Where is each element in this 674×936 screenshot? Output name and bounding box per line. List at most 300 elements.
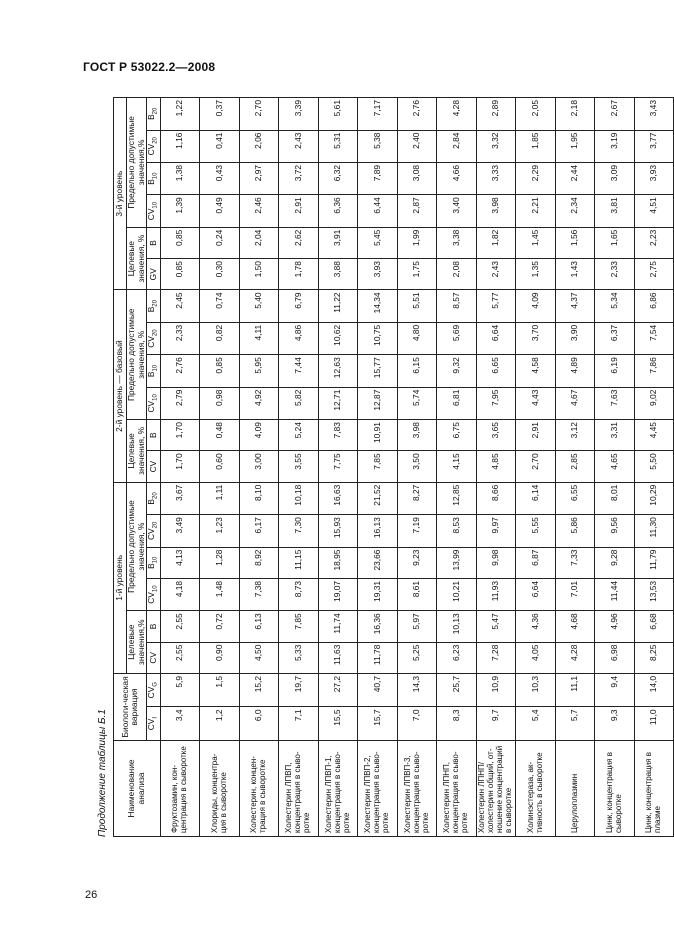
value-cell: 9,3	[595, 707, 635, 740]
value-cell: 6,87	[516, 547, 556, 578]
analysis-name-cell: Холинэстераза, ак-тивность в сыворотке	[516, 740, 556, 836]
value-cell: 4,36	[516, 611, 556, 642]
value-cell: 7,28	[476, 642, 516, 673]
value-cell: 3,81	[595, 195, 635, 227]
analysis-name-cell: Цинк, концентрация в плазме	[634, 740, 674, 836]
value-cell: 1,50	[239, 259, 279, 290]
value-cell: 0,49	[200, 195, 240, 227]
value-cell: 5,47	[476, 611, 516, 642]
value-cell: 18,95	[318, 547, 358, 578]
value-cell: 3,08	[397, 162, 437, 194]
value-cell: 11,1	[555, 673, 595, 706]
value-cell: 3,70	[516, 322, 556, 354]
table-row	[595, 98, 635, 837]
header-gv: GV	[147, 259, 161, 290]
value-cell: 4,05	[516, 642, 556, 673]
value-cell: 14,0	[634, 673, 674, 706]
value-cell: 3,93	[634, 162, 674, 194]
value-cell: 0,82	[200, 322, 240, 354]
value-cell: 7,01	[555, 578, 595, 610]
value-cell: 5,97	[397, 611, 437, 642]
value-cell: 12,71	[318, 387, 358, 419]
value-cell: 2,76	[160, 355, 200, 387]
value-cell: 3,72	[279, 162, 319, 194]
value-cell: 9,32	[437, 355, 477, 387]
value-cell: 3,19	[595, 130, 635, 162]
value-cell: 3,33	[476, 162, 516, 194]
value-cell: 2,04	[239, 227, 279, 258]
value-cell: 8,66	[476, 482, 516, 514]
analysis-name-cell: Холестерин ЛПВП, концентрация в сыво-ротке	[279, 740, 319, 836]
table-row	[279, 98, 319, 837]
value-cell: 2,44	[555, 162, 595, 194]
value-cell: 4,11	[239, 322, 279, 354]
table-row	[200, 98, 240, 837]
value-cell: 5,24	[279, 420, 319, 451]
value-cell: 8,01	[595, 482, 635, 514]
header-b20: $B_{20}$	[147, 98, 161, 131]
value-cell: 4,65	[595, 451, 635, 482]
value-cell: 5,40	[239, 290, 279, 322]
header-cv20: $CV_{20}$	[147, 515, 161, 547]
value-cell: 5,4	[516, 707, 556, 740]
analysis-name-cell: Холестерин ЛПВП-2, концентрация в сыво-ротке	[358, 740, 398, 836]
value-cell: 5,51	[397, 290, 437, 322]
value-cell: 2,23	[634, 227, 674, 258]
value-cell: 4,96	[595, 611, 635, 642]
value-cell: 8,25	[634, 642, 674, 673]
value-cell: 5,45	[358, 227, 398, 258]
value-cell: 6,79	[279, 290, 319, 322]
value-cell: 7,89	[358, 162, 398, 194]
value-cell: 13,99	[437, 547, 477, 578]
value-cell: 8,73	[279, 578, 319, 610]
header-cvg: $CV_G$	[147, 673, 161, 706]
value-cell: 1,95	[555, 130, 595, 162]
header-limits-level-2: Предельно допустимые значения, %	[127, 290, 147, 420]
value-cell: 7,83	[318, 420, 358, 451]
value-cell: 10,62	[318, 322, 358, 354]
value-cell: 3,88	[318, 259, 358, 290]
value-cell: 7,85	[279, 611, 319, 642]
analysis-name-cell: Холестерин ЛПВП-3, концентрация в сыво-ротке	[397, 740, 437, 836]
value-cell: 2,91	[516, 420, 556, 451]
analysis-name-cell: Церулоплазмин	[555, 740, 595, 836]
value-cell: 6,36	[318, 195, 358, 227]
value-cell: 0,48	[200, 420, 240, 451]
value-cell: 12,63	[318, 355, 358, 387]
value-cell: 1,43	[555, 259, 595, 290]
value-cell: 19,7	[279, 673, 319, 706]
value-cell: 2,91	[279, 195, 319, 227]
value-cell: 5,77	[476, 290, 516, 322]
value-cell: 4,37	[555, 290, 595, 322]
table-row	[358, 98, 398, 837]
value-cell: 5,82	[279, 387, 319, 419]
value-cell: 7,54	[634, 322, 674, 354]
value-cell: 2,55	[160, 611, 200, 642]
value-cell: 1,39	[160, 195, 200, 227]
value-cell: 0,85	[160, 259, 200, 290]
data-table	[113, 97, 674, 837]
value-cell: 7,85	[358, 451, 398, 482]
value-cell: 3,93	[358, 259, 398, 290]
value-cell: 3,90	[555, 322, 595, 354]
table-body	[160, 98, 674, 837]
header-cvi: $CV_I$	[147, 707, 161, 740]
value-cell: 2,97	[239, 162, 279, 194]
value-cell: 2,06	[239, 130, 279, 162]
value-cell: 3,4	[160, 707, 200, 740]
value-cell: 6,64	[516, 578, 556, 610]
value-cell: 1,35	[516, 259, 556, 290]
value-cell: 7,30	[279, 515, 319, 547]
value-cell: 10,9	[476, 673, 516, 706]
value-cell: 11,74	[318, 611, 358, 642]
value-cell: 3,55	[279, 451, 319, 482]
value-cell: 4,28	[555, 642, 595, 673]
value-cell: 2,87	[397, 195, 437, 227]
header-cv: CV	[147, 642, 161, 673]
value-cell: 4,15	[437, 451, 477, 482]
value-cell: 1,11	[200, 482, 240, 514]
value-cell: 4,80	[397, 322, 437, 354]
page-number: 26	[85, 889, 98, 901]
value-cell: 3,00	[239, 451, 279, 482]
value-cell: 1,16	[160, 130, 200, 162]
table-row	[160, 98, 200, 837]
value-cell: 1,38	[160, 162, 200, 194]
value-cell: 0,85	[200, 355, 240, 387]
value-cell: 11,63	[318, 642, 358, 673]
value-cell: 2,33	[160, 322, 200, 354]
value-cell: 11,44	[595, 578, 635, 610]
value-cell: 10,75	[358, 322, 398, 354]
value-cell: 1,65	[595, 227, 635, 258]
header-level-2: 2-й уровень — базовый	[114, 290, 127, 482]
value-cell: 7,38	[239, 578, 279, 610]
table-row	[516, 98, 556, 837]
value-cell: 7,1	[279, 707, 319, 740]
value-cell: 4,85	[476, 451, 516, 482]
value-cell: 5,74	[397, 387, 437, 419]
header-cv10: $CV_{10}$	[147, 578, 161, 610]
value-cell: 1,23	[200, 515, 240, 547]
value-cell: 5,69	[437, 322, 477, 354]
value-cell: 6,68	[634, 611, 674, 642]
value-cell: 8,92	[239, 547, 279, 578]
value-cell: 6,98	[595, 642, 635, 673]
value-cell: 2,70	[239, 98, 279, 131]
value-cell: 9,7	[476, 707, 516, 740]
value-cell: 5,33	[279, 642, 319, 673]
value-cell: 4,18	[160, 578, 200, 610]
value-cell: 5,25	[397, 642, 437, 673]
value-cell: 11,78	[358, 642, 398, 673]
header-b10: $B_{10}$	[147, 355, 161, 387]
value-cell: 0,24	[200, 227, 240, 258]
table-row	[476, 98, 516, 837]
value-cell: 2,84	[437, 130, 477, 162]
table-row	[555, 98, 595, 837]
header-analysis-name: Наименование анализа	[114, 740, 161, 836]
value-cell: 6,19	[595, 355, 635, 387]
value-cell: 7,17	[358, 98, 398, 131]
value-cell: 2,46	[239, 195, 279, 227]
value-cell: 15,7	[358, 707, 398, 740]
analysis-name-cell: Холестерин ЛПНП/ холестерин общий, от-ношение концентраций в сыворотке	[476, 740, 516, 836]
value-cell: 6,32	[318, 162, 358, 194]
value-cell: 0,30	[200, 259, 240, 290]
value-cell: 0,72	[200, 611, 240, 642]
value-cell: 1,75	[397, 259, 437, 290]
table-row	[397, 98, 437, 837]
value-cell: 0,98	[200, 387, 240, 419]
value-cell: 2,40	[397, 130, 437, 162]
value-cell: 1,56	[555, 227, 595, 258]
value-cell: 1,85	[516, 130, 556, 162]
value-cell: 2,29	[516, 162, 556, 194]
value-cell: 6,15	[397, 355, 437, 387]
value-cell: 4,51	[634, 195, 674, 227]
header-cv: CV	[147, 451, 161, 482]
value-cell: 5,55	[516, 515, 556, 547]
value-cell: 4,86	[279, 322, 319, 354]
value-cell: 21,52	[358, 482, 398, 514]
value-cell: 4,92	[239, 387, 279, 419]
value-cell: 11,93	[476, 578, 516, 610]
value-cell: 5,7	[555, 707, 595, 740]
header-cv10: $CV_{10}$	[147, 387, 161, 419]
value-cell: 4,58	[516, 355, 556, 387]
value-cell: 6,37	[595, 322, 635, 354]
value-cell: 3,67	[160, 482, 200, 514]
header-b: B	[147, 227, 161, 258]
value-cell: 5,61	[318, 98, 358, 131]
value-cell: 11,30	[634, 515, 674, 547]
header-level-1: 1-й уровень	[114, 482, 127, 673]
header-target-level-3: Целевые значения, %	[127, 227, 147, 290]
value-cell: 7,44	[279, 355, 319, 387]
value-cell: 2,75	[634, 259, 674, 290]
value-cell: 15,5	[318, 707, 358, 740]
value-cell: 9,02	[634, 387, 674, 419]
value-cell: 2,76	[397, 98, 437, 131]
value-cell: 8,53	[437, 515, 477, 547]
value-cell: 3,39	[279, 98, 319, 131]
value-cell: 10,21	[437, 578, 477, 610]
value-cell: 6,13	[239, 611, 279, 642]
value-cell: 14,3	[397, 673, 437, 706]
header-b10: $B_{10}$	[147, 162, 161, 194]
value-cell: 19,07	[318, 578, 358, 610]
value-cell: 5,50	[634, 451, 674, 482]
value-cell: 16,36	[358, 611, 398, 642]
header-target-level-2: Целевые значения, %	[127, 420, 147, 483]
value-cell: 2,34	[555, 195, 595, 227]
value-cell: 4,89	[555, 355, 595, 387]
value-cell: 3,49	[160, 515, 200, 547]
value-cell: 1,22	[160, 98, 200, 131]
value-cell: 12,87	[358, 387, 398, 419]
value-cell: 0,90	[200, 642, 240, 673]
value-cell: 10,3	[516, 673, 556, 706]
value-cell: 2,21	[516, 195, 556, 227]
value-cell: 4,09	[516, 290, 556, 322]
value-cell: 10,91	[358, 420, 398, 451]
value-cell: 5,34	[595, 290, 635, 322]
value-cell: 6,17	[239, 515, 279, 547]
analysis-name-cell: Хлориды, концентра-ция в сыворотке	[200, 740, 240, 836]
value-cell: 7,33	[555, 547, 595, 578]
value-cell: 3,32	[476, 130, 516, 162]
value-cell: 2,67	[595, 98, 635, 131]
value-cell: 1,48	[200, 578, 240, 610]
value-cell: 4,67	[555, 387, 595, 419]
value-cell: 3,31	[595, 420, 635, 451]
value-cell: 2,43	[279, 130, 319, 162]
value-cell: 7,86	[634, 355, 674, 387]
value-cell: 25,7	[437, 673, 477, 706]
value-cell: 7,0	[397, 707, 437, 740]
value-cell: 4,68	[555, 611, 595, 642]
value-cell: 7,95	[476, 387, 516, 419]
value-cell: 14,34	[358, 290, 398, 322]
value-cell: 0,43	[200, 162, 240, 194]
value-cell: 3,91	[318, 227, 358, 258]
analysis-name-cell: Фруктозамин, кон-центрация в сыворотке	[160, 740, 200, 836]
value-cell: 1,45	[516, 227, 556, 258]
header-limits-level-1: Предельно допустимые значения, %	[127, 482, 147, 611]
value-cell: 5,38	[358, 130, 398, 162]
header-b: B	[147, 611, 161, 642]
value-cell: 4,45	[634, 420, 674, 451]
value-cell: 15,93	[318, 515, 358, 547]
value-cell: 9,28	[595, 547, 635, 578]
value-cell: 6,55	[555, 482, 595, 514]
header-level-3: 3-й уровень	[114, 98, 127, 290]
value-cell: 9,56	[595, 515, 635, 547]
value-cell: 8,57	[437, 290, 477, 322]
value-cell: 6,23	[437, 642, 477, 673]
value-cell: 9,97	[476, 515, 516, 547]
value-cell: 4,13	[160, 547, 200, 578]
header-b: B	[147, 420, 161, 451]
value-cell: 3,43	[634, 98, 674, 131]
value-cell: 3,77	[634, 130, 674, 162]
value-cell: 5,31	[318, 130, 358, 162]
value-cell: 0,60	[200, 451, 240, 482]
value-cell: 5,9	[160, 673, 200, 706]
analysis-name-cell: Цинк, концентрация в сыворотке	[595, 740, 635, 836]
header-b10: $B_{10}$	[147, 547, 161, 578]
value-cell: 4,43	[516, 387, 556, 419]
value-cell: 10,13	[437, 611, 477, 642]
value-cell: 4,66	[437, 162, 477, 194]
value-cell: 15,2	[239, 673, 279, 706]
value-cell: 2,18	[555, 98, 595, 131]
value-cell: 6,86	[634, 290, 674, 322]
value-cell: 6,44	[358, 195, 398, 227]
value-cell: 3,38	[437, 227, 477, 258]
value-cell: 0,37	[200, 98, 240, 131]
value-cell: 4,09	[239, 420, 279, 451]
value-cell: 11,15	[279, 547, 319, 578]
value-cell: 5,86	[555, 515, 595, 547]
value-cell: 1,78	[279, 259, 319, 290]
value-cell: 3,40	[437, 195, 477, 227]
value-cell: 6,65	[476, 355, 516, 387]
value-cell: 11,22	[318, 290, 358, 322]
value-cell: 3,09	[595, 162, 635, 194]
table-row	[239, 98, 279, 837]
value-cell: 0,41	[200, 130, 240, 162]
value-cell: 2,45	[160, 290, 200, 322]
header-b20: $B_{20}$	[147, 290, 161, 322]
value-cell: 3,50	[397, 451, 437, 482]
header-cv10: $CV_{10}$	[147, 195, 161, 227]
value-cell: 1,70	[160, 451, 200, 482]
table-caption: Продолжение таблицы Б.1	[97, 709, 108, 837]
value-cell: 13,53	[634, 578, 674, 610]
value-cell: 19,31	[358, 578, 398, 610]
value-cell: 3,98	[476, 195, 516, 227]
value-cell: 8,61	[397, 578, 437, 610]
value-cell: 2,08	[437, 259, 477, 290]
analysis-name-cell: Холестерин ЛПВП-1, концентрация в сыво-ротке	[318, 740, 358, 836]
table-row	[437, 98, 477, 837]
value-cell: 16,63	[318, 482, 358, 514]
value-cell: 11,0	[634, 707, 674, 740]
value-cell: 1,70	[160, 420, 200, 451]
value-cell: 1,5	[200, 673, 240, 706]
value-cell: 1,28	[200, 547, 240, 578]
value-cell: 8,10	[239, 482, 279, 514]
value-cell: 10,18	[279, 482, 319, 514]
value-cell: 0,85	[160, 227, 200, 258]
value-cell: 5,95	[239, 355, 279, 387]
value-cell: 1,82	[476, 227, 516, 258]
analysis-name-cell: Холестерин, концен-трация в сыворотке	[239, 740, 279, 836]
value-cell: 6,14	[516, 482, 556, 514]
value-cell: 8,3	[437, 707, 477, 740]
value-cell: 10,29	[634, 482, 674, 514]
analysis-name-cell: Холестерин ЛПНП, концентрация в сыво-ротке	[437, 740, 477, 836]
standard-header: ГОСТ Р 53022.2—2008	[83, 60, 216, 74]
value-cell: 3,12	[555, 420, 595, 451]
value-cell: 2,70	[516, 451, 556, 482]
value-cell: 3,65	[476, 420, 516, 451]
rotated-table-block	[93, 97, 663, 837]
value-cell: 4,28	[437, 98, 477, 131]
value-cell: 40,7	[358, 673, 398, 706]
value-cell: 27,2	[318, 673, 358, 706]
value-cell: 4,50	[239, 642, 279, 673]
header-limits-level-3: Предельно допустимые значения,%	[127, 98, 147, 228]
value-cell: 2,79	[160, 387, 200, 419]
value-cell: 7,75	[318, 451, 358, 482]
value-cell: 9,98	[476, 547, 516, 578]
value-cell: 7,63	[595, 387, 635, 419]
value-cell: 0,74	[200, 290, 240, 322]
header-target-level-1: Целевые значения,%	[127, 611, 147, 674]
value-cell: 2,89	[476, 98, 516, 131]
value-cell: 1,2	[200, 707, 240, 740]
value-cell: 9,23	[397, 547, 437, 578]
value-cell: 9,4	[595, 673, 635, 706]
value-cell: 3,98	[397, 420, 437, 451]
value-cell: 2,62	[279, 227, 319, 258]
